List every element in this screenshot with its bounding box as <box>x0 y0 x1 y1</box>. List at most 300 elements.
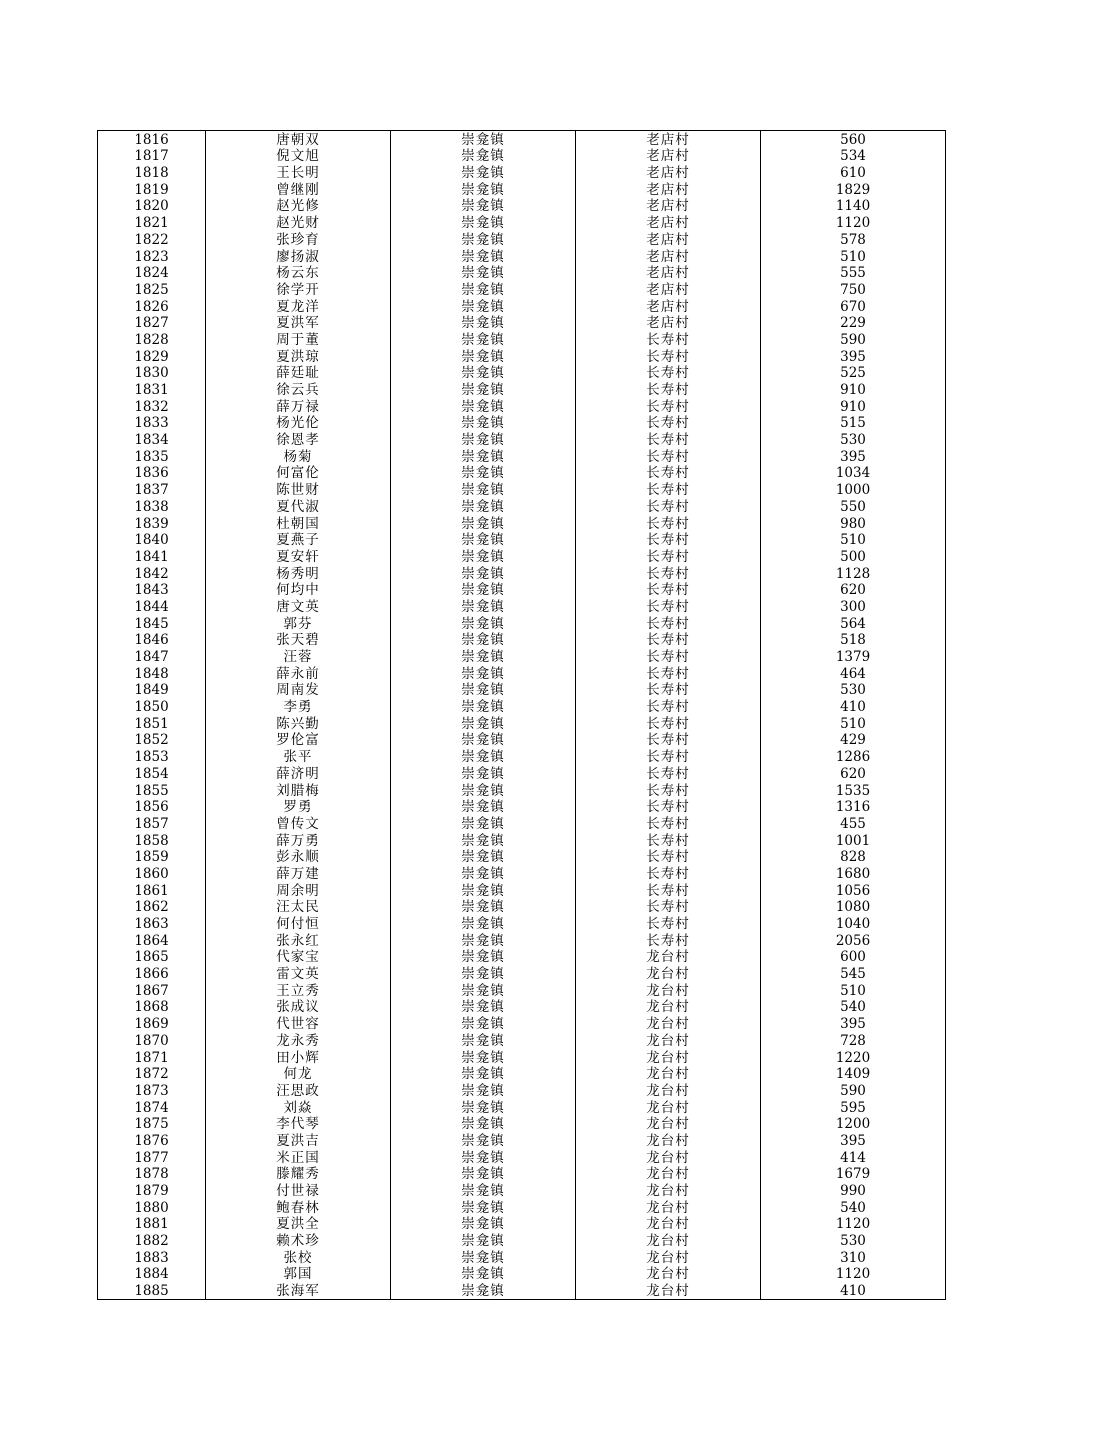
cell-village: 长寿村 <box>576 431 761 448</box>
cell-name: 李代琴 <box>206 1116 391 1133</box>
table-row <box>98 231 946 248</box>
cell-name: 倪文旭 <box>206 148 391 165</box>
cell-village: 长寿村 <box>576 381 761 398</box>
cell-serial-number: 1868 <box>98 999 206 1016</box>
cell-town: 崇龛镇 <box>391 515 576 532</box>
cell-village: 龙台村 <box>576 1099 761 1116</box>
table-row <box>98 431 946 448</box>
cell-serial-number: 1827 <box>98 315 206 332</box>
cell-village: 长寿村 <box>576 598 761 615</box>
table-row <box>98 148 946 165</box>
cell-name: 徐云兵 <box>206 381 391 398</box>
cell-serial-number: 1869 <box>98 1015 206 1032</box>
cell-serial-number: 1854 <box>98 765 206 782</box>
cell-town: 崇龛镇 <box>391 1199 576 1216</box>
cell-town: 崇龛镇 <box>391 1149 576 1166</box>
cell-serial-number: 1831 <box>98 381 206 398</box>
cell-amount: 510 <box>761 982 946 999</box>
cell-amount: 395 <box>761 1132 946 1149</box>
cell-name: 汪太民 <box>206 899 391 916</box>
cell-village: 长寿村 <box>576 899 761 916</box>
cell-amount: 1679 <box>761 1166 946 1183</box>
cell-town: 崇龛镇 <box>391 231 576 248</box>
cell-amount: 310 <box>761 1249 946 1266</box>
cell-serial-number: 1847 <box>98 648 206 665</box>
table-row <box>98 648 946 665</box>
cell-village: 老店村 <box>576 131 761 148</box>
cell-village: 长寿村 <box>576 799 761 816</box>
cell-amount: 560 <box>761 131 946 148</box>
cell-amount: 600 <box>761 949 946 966</box>
cell-name: 张成议 <box>206 999 391 1016</box>
cell-village: 长寿村 <box>576 815 761 832</box>
cell-amount: 464 <box>761 665 946 682</box>
table-row <box>98 799 946 816</box>
table-row <box>98 1249 946 1266</box>
cell-town: 崇龛镇 <box>391 1132 576 1149</box>
cell-name: 夏洪军 <box>206 315 391 332</box>
cell-name: 廖扬淑 <box>206 248 391 265</box>
table-row <box>98 548 946 565</box>
cell-amount: 1316 <box>761 799 946 816</box>
table-row <box>98 1216 946 1233</box>
cell-serial-number: 1851 <box>98 715 206 732</box>
table-row <box>98 1049 946 1066</box>
cell-name: 张永红 <box>206 932 391 949</box>
table-row <box>98 515 946 532</box>
cell-village: 长寿村 <box>576 565 761 582</box>
cell-name: 王立秀 <box>206 982 391 999</box>
cell-town: 崇龛镇 <box>391 415 576 432</box>
cell-name: 薛廷耻 <box>206 365 391 382</box>
table-row <box>98 131 946 148</box>
cell-amount: 1056 <box>761 882 946 899</box>
cell-serial-number: 1873 <box>98 1082 206 1099</box>
cell-name: 夏安轩 <box>206 548 391 565</box>
cell-village: 长寿村 <box>576 682 761 699</box>
cell-village: 龙台村 <box>576 1149 761 1166</box>
table-row <box>98 882 946 899</box>
cell-name: 夏燕子 <box>206 532 391 549</box>
table-row <box>98 982 946 999</box>
cell-town: 崇龛镇 <box>391 265 576 282</box>
cell-town: 崇龛镇 <box>391 832 576 849</box>
cell-town: 崇龛镇 <box>391 1266 576 1283</box>
cell-village: 长寿村 <box>576 448 761 465</box>
table-row <box>98 598 946 615</box>
cell-serial-number: 1871 <box>98 1049 206 1066</box>
cell-town: 崇龛镇 <box>391 965 576 982</box>
table-row <box>98 1015 946 1032</box>
cell-serial-number: 1885 <box>98 1282 206 1299</box>
cell-village: 老店村 <box>576 164 761 181</box>
cell-name: 赵光修 <box>206 198 391 215</box>
cell-town: 崇龛镇 <box>391 1182 576 1199</box>
cell-serial-number: 1848 <box>98 665 206 682</box>
cell-serial-number: 1841 <box>98 548 206 565</box>
cell-amount: 410 <box>761 1282 946 1299</box>
cell-town: 崇龛镇 <box>391 915 576 932</box>
cell-amount: 510 <box>761 715 946 732</box>
cell-serial-number: 1835 <box>98 448 206 465</box>
cell-name: 王长明 <box>206 164 391 181</box>
cell-serial-number: 1878 <box>98 1166 206 1183</box>
cell-village: 长寿村 <box>576 548 761 565</box>
cell-serial-number: 1875 <box>98 1116 206 1133</box>
cell-town: 崇龛镇 <box>391 1049 576 1066</box>
cell-town: 崇龛镇 <box>391 398 576 415</box>
table-row <box>98 164 946 181</box>
table-row <box>98 1099 946 1116</box>
cell-village: 老店村 <box>576 231 761 248</box>
table-row <box>98 1066 946 1083</box>
cell-serial-number: 1865 <box>98 949 206 966</box>
table-row <box>98 498 946 515</box>
records-table <box>97 130 946 1300</box>
cell-town: 崇龛镇 <box>391 765 576 782</box>
cell-village: 长寿村 <box>576 365 761 382</box>
cell-town: 崇龛镇 <box>391 1116 576 1133</box>
cell-serial-number: 1820 <box>98 198 206 215</box>
cell-name: 夏代淑 <box>206 498 391 515</box>
cell-name: 徐恩孝 <box>206 431 391 448</box>
cell-amount: 1034 <box>761 465 946 482</box>
cell-serial-number: 1863 <box>98 915 206 932</box>
table-row <box>98 915 946 932</box>
cell-village: 老店村 <box>576 281 761 298</box>
cell-town: 崇龛镇 <box>391 882 576 899</box>
table-row <box>98 181 946 198</box>
cell-town: 崇龛镇 <box>391 498 576 515</box>
cell-name: 曾继刚 <box>206 181 391 198</box>
cell-town: 崇龛镇 <box>391 932 576 949</box>
table-row <box>98 315 946 332</box>
table-row <box>98 582 946 599</box>
cell-town: 崇龛镇 <box>391 315 576 332</box>
cell-village: 龙台村 <box>576 1015 761 1032</box>
cell-amount: 229 <box>761 315 946 332</box>
cell-name: 代家宝 <box>206 949 391 966</box>
cell-village: 长寿村 <box>576 398 761 415</box>
cell-name: 刘焱 <box>206 1099 391 1116</box>
cell-amount: 410 <box>761 698 946 715</box>
cell-town: 崇龛镇 <box>391 1099 576 1116</box>
cell-amount: 595 <box>761 1099 946 1116</box>
cell-serial-number: 1870 <box>98 1032 206 1049</box>
cell-name: 李勇 <box>206 698 391 715</box>
cell-serial-number: 1839 <box>98 515 206 532</box>
cell-amount: 300 <box>761 598 946 615</box>
cell-amount: 590 <box>761 1082 946 1099</box>
cell-village: 龙台村 <box>576 1032 761 1049</box>
table-row <box>98 932 946 949</box>
cell-town: 崇龛镇 <box>391 448 576 465</box>
cell-village: 长寿村 <box>576 481 761 498</box>
cell-amount: 1220 <box>761 1049 946 1066</box>
table-row <box>98 849 946 866</box>
table-row <box>98 1199 946 1216</box>
cell-village: 龙台村 <box>576 1232 761 1249</box>
cell-name: 陈兴勤 <box>206 715 391 732</box>
cell-town: 崇龛镇 <box>391 865 576 882</box>
cell-amount: 395 <box>761 1015 946 1032</box>
cell-name: 周南发 <box>206 682 391 699</box>
table-row <box>98 715 946 732</box>
cell-village: 龙台村 <box>576 1049 761 1066</box>
cell-town: 崇龛镇 <box>391 465 576 482</box>
cell-serial-number: 1859 <box>98 849 206 866</box>
cell-amount: 1000 <box>761 481 946 498</box>
cell-serial-number: 1853 <box>98 748 206 765</box>
cell-amount: 1140 <box>761 198 946 215</box>
cell-village: 长寿村 <box>576 698 761 715</box>
cell-serial-number: 1828 <box>98 331 206 348</box>
table-row <box>98 448 946 465</box>
cell-serial-number: 1824 <box>98 265 206 282</box>
cell-serial-number: 1837 <box>98 481 206 498</box>
cell-amount: 395 <box>761 348 946 365</box>
cell-town: 崇龛镇 <box>391 698 576 715</box>
cell-serial-number: 1836 <box>98 465 206 482</box>
cell-village: 长寿村 <box>576 331 761 348</box>
cell-name: 刘腊梅 <box>206 782 391 799</box>
cell-serial-number: 1840 <box>98 532 206 549</box>
table-row <box>98 899 946 916</box>
cell-town: 崇龛镇 <box>391 481 576 498</box>
cell-serial-number: 1872 <box>98 1066 206 1083</box>
cell-amount: 990 <box>761 1182 946 1199</box>
cell-amount: 395 <box>761 448 946 465</box>
cell-town: 崇龛镇 <box>391 632 576 649</box>
table-row <box>98 665 946 682</box>
cell-serial-number: 1842 <box>98 565 206 582</box>
table-row <box>98 565 946 582</box>
cell-town: 崇龛镇 <box>391 1066 576 1083</box>
cell-amount: 429 <box>761 732 946 749</box>
cell-amount: 578 <box>761 231 946 248</box>
cell-amount: 455 <box>761 815 946 832</box>
cell-village: 龙台村 <box>576 949 761 966</box>
table-row <box>98 198 946 215</box>
cell-town: 崇龛镇 <box>391 565 576 582</box>
cell-serial-number: 1858 <box>98 832 206 849</box>
table-row <box>98 1116 946 1133</box>
cell-serial-number: 1856 <box>98 799 206 816</box>
cell-village: 长寿村 <box>576 615 761 632</box>
cell-name: 米正国 <box>206 1149 391 1166</box>
cell-name: 杜朝国 <box>206 515 391 532</box>
table-row <box>98 632 946 649</box>
cell-serial-number: 1832 <box>98 398 206 415</box>
cell-amount: 530 <box>761 1232 946 1249</box>
table-row <box>98 965 946 982</box>
cell-village: 长寿村 <box>576 748 761 765</box>
cell-name: 杨云东 <box>206 265 391 282</box>
cell-serial-number: 1849 <box>98 682 206 699</box>
cell-town: 崇龛镇 <box>391 181 576 198</box>
cell-town: 崇龛镇 <box>391 982 576 999</box>
table-row <box>98 1232 946 1249</box>
cell-name: 夏龙洋 <box>206 298 391 315</box>
table-row <box>98 265 946 282</box>
cell-village: 长寿村 <box>576 865 761 882</box>
cell-town: 崇龛镇 <box>391 298 576 315</box>
cell-village: 老店村 <box>576 265 761 282</box>
cell-amount: 510 <box>761 532 946 549</box>
cell-village: 长寿村 <box>576 765 761 782</box>
cell-town: 崇龛镇 <box>391 381 576 398</box>
cell-town: 崇龛镇 <box>391 148 576 165</box>
cell-serial-number: 1867 <box>98 982 206 999</box>
cell-town: 崇龛镇 <box>391 1282 576 1299</box>
cell-amount: 500 <box>761 548 946 565</box>
table-row <box>98 999 946 1016</box>
cell-village: 老店村 <box>576 315 761 332</box>
cell-serial-number: 1879 <box>98 1182 206 1199</box>
cell-town: 崇龛镇 <box>391 131 576 148</box>
cell-name: 薛济明 <box>206 765 391 782</box>
cell-name: 彭永顺 <box>206 849 391 866</box>
cell-amount: 1040 <box>761 915 946 932</box>
cell-name: 鲍春林 <box>206 1199 391 1216</box>
cell-village: 老店村 <box>576 298 761 315</box>
cell-town: 崇龛镇 <box>391 999 576 1016</box>
cell-village: 龙台村 <box>576 965 761 982</box>
cell-amount: 1286 <box>761 748 946 765</box>
table-row <box>98 949 946 966</box>
cell-village: 长寿村 <box>576 832 761 849</box>
cell-serial-number: 1816 <box>98 131 206 148</box>
cell-serial-number: 1826 <box>98 298 206 315</box>
cell-serial-number: 1860 <box>98 865 206 882</box>
cell-village: 长寿村 <box>576 415 761 432</box>
table-row <box>98 732 946 749</box>
table-row <box>98 281 946 298</box>
cell-name: 周余明 <box>206 882 391 899</box>
cell-name: 曾传文 <box>206 815 391 832</box>
cell-name: 薛永前 <box>206 665 391 682</box>
cell-name: 罗勇 <box>206 799 391 816</box>
cell-amount: 1680 <box>761 865 946 882</box>
cell-serial-number: 1829 <box>98 348 206 365</box>
table-row <box>98 765 946 782</box>
table-row <box>98 1082 946 1099</box>
table-row <box>98 1132 946 1149</box>
cell-name: 何均中 <box>206 582 391 599</box>
table-row <box>98 481 946 498</box>
cell-name: 郭国 <box>206 1266 391 1283</box>
cell-town: 崇龛镇 <box>391 1032 576 1049</box>
cell-town: 崇龛镇 <box>391 799 576 816</box>
cell-serial-number: 1884 <box>98 1266 206 1283</box>
cell-name: 夏洪琼 <box>206 348 391 365</box>
cell-serial-number: 1821 <box>98 214 206 231</box>
cell-name: 唐文英 <box>206 598 391 615</box>
cell-village: 龙台村 <box>576 1182 761 1199</box>
cell-village: 老店村 <box>576 248 761 265</box>
cell-amount: 590 <box>761 331 946 348</box>
cell-name: 田小辉 <box>206 1049 391 1066</box>
table-row <box>98 832 946 849</box>
table-row <box>98 248 946 265</box>
cell-amount: 1379 <box>761 648 946 665</box>
cell-amount: 530 <box>761 431 946 448</box>
cell-amount: 670 <box>761 298 946 315</box>
cell-name: 罗伦富 <box>206 732 391 749</box>
cell-town: 崇龛镇 <box>391 1232 576 1249</box>
cell-name: 代世容 <box>206 1015 391 1032</box>
cell-village: 龙台村 <box>576 1249 761 1266</box>
cell-serial-number: 1855 <box>98 782 206 799</box>
cell-village: 龙台村 <box>576 999 761 1016</box>
cell-name: 唐朝双 <box>206 131 391 148</box>
cell-serial-number: 1830 <box>98 365 206 382</box>
cell-town: 崇龛镇 <box>391 582 576 599</box>
cell-serial-number: 1838 <box>98 498 206 515</box>
cell-town: 崇龛镇 <box>391 281 576 298</box>
cell-serial-number: 1818 <box>98 164 206 181</box>
cell-serial-number: 1852 <box>98 732 206 749</box>
cell-serial-number: 1877 <box>98 1149 206 1166</box>
cell-name: 杨菊 <box>206 448 391 465</box>
cell-village: 长寿村 <box>576 782 761 799</box>
cell-village: 长寿村 <box>576 348 761 365</box>
cell-amount: 1128 <box>761 565 946 582</box>
table-row <box>98 782 946 799</box>
cell-village: 龙台村 <box>576 1082 761 1099</box>
cell-amount: 555 <box>761 265 946 282</box>
cell-amount: 515 <box>761 415 946 432</box>
cell-serial-number: 1825 <box>98 281 206 298</box>
cell-amount: 1200 <box>761 1116 946 1133</box>
cell-serial-number: 1823 <box>98 248 206 265</box>
cell-town: 崇龛镇 <box>391 214 576 231</box>
cell-name: 张校 <box>206 1249 391 1266</box>
cell-serial-number: 1822 <box>98 231 206 248</box>
cell-amount: 414 <box>761 1149 946 1166</box>
cell-name: 赵光财 <box>206 214 391 231</box>
cell-town: 崇龛镇 <box>391 1015 576 1032</box>
cell-name: 徐学开 <box>206 281 391 298</box>
cell-village: 长寿村 <box>576 532 761 549</box>
cell-amount: 980 <box>761 515 946 532</box>
cell-serial-number: 1819 <box>98 181 206 198</box>
cell-village: 长寿村 <box>576 515 761 532</box>
cell-village: 老店村 <box>576 198 761 215</box>
cell-village: 老店村 <box>576 214 761 231</box>
cell-town: 崇龛镇 <box>391 715 576 732</box>
cell-serial-number: 1880 <box>98 1199 206 1216</box>
cell-town: 崇龛镇 <box>391 782 576 799</box>
cell-village: 长寿村 <box>576 632 761 649</box>
cell-amount: 750 <box>761 281 946 298</box>
cell-amount: 564 <box>761 615 946 632</box>
cell-name: 何付恒 <box>206 915 391 932</box>
cell-amount: 1080 <box>761 899 946 916</box>
cell-amount: 910 <box>761 381 946 398</box>
cell-amount: 545 <box>761 965 946 982</box>
cell-amount: 534 <box>761 148 946 165</box>
cell-village: 龙台村 <box>576 1282 761 1299</box>
cell-town: 崇龛镇 <box>391 748 576 765</box>
cell-serial-number: 1882 <box>98 1232 206 1249</box>
cell-village: 龙台村 <box>576 1132 761 1149</box>
cell-name: 张珍育 <box>206 231 391 248</box>
cell-village: 长寿村 <box>576 882 761 899</box>
cell-name: 郭芬 <box>206 615 391 632</box>
table-row <box>98 1032 946 1049</box>
cell-serial-number: 1844 <box>98 598 206 615</box>
